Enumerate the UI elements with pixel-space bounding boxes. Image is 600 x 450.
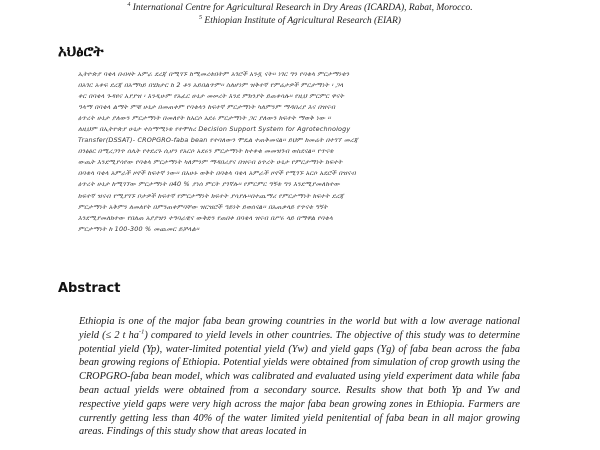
amharic-text-line: ዕጥረት ሁኔታ ከሚገኘው ምርታማነት በ40 % ያነሰ ምርት ያገኛሉ፡፡ የምርምር ግኝቱ ግን እንደሚያመለክተው (78, 180, 340, 189)
amharic-abstract-body (78, 69, 518, 235)
amharic-text-line: ቀር በባቄላ ጉዳዩና አያያዝ ፡ እንዲሁም የአፈር ሁኔታ መሠረት እንደ ምክንያት ይጠቀሳሉ፡፡ የዚህ ምርምር ዋናት (78, 92, 345, 101)
affiliation-text: Ethiopian Institute of Agricultural Research (EIAR) (204, 16, 401, 27)
amharic-text-line: ምርታማነት ከ 100-300 % መጨመር ይቻላል፡፡ (78, 224, 200, 233)
amharic-text-line: በአገር አቀፍ ደረጃ በአማካይ በሄክታር ከ 2 ቶን አይበልጥም፡፡ ስለሆነም ዝቅተኛ የምሬታዎች ምርታማነት ፡ ጋላ (78, 81, 344, 90)
amharic-text-line: ምርታማነት አቅምን ለመለየት በምንጠቀምባቸው ዝርዝሮች ዓይነት ይወሰናል፡፡ በአጠቃላይ የጥናቱ ግኝት (78, 202, 328, 211)
abstract-text-part: ) compared to yield levels in other countries. The objective of this study was to determine potential yield (Yp), water-limited potential yield (Yw) and yield gaps (Yg) of faba bean across the faba bean growing regions of Ethiopia. Potential yields were obtained from simulation of crop growth using the CROPGRO-faba bean model, which was calibrated and evaluated using yield experiment data while faba bean actual yields were obtained from a secondary source. Results show that both Yp and Yw and respective yield gaps were very high across the major faba bean growing zones in Ethiopia. Farmers are currently getting less than 40% of the water limited yield penitential of faba bean in all major growing areas. Findings of this study show that areas located in (79, 329, 520, 438)
amharic-text-line: በባቄላ ባቄላ አምራች ዞኖች ከፍተኛ ነው፡፡ በአሁኑ ወቅት በባቄላ ባቄላ አምራች ዞኖች የሚገኙ አርሶ አደሮች በዝናብ (78, 169, 356, 178)
amharic-text-line: ውጤት እንደሚያሳየው የባቄላ ምርታማነት ካለምንም ማዳበሪያና በዝናብ ዕጥረት ሁኔታ የምርታማነት ክፍተት (78, 158, 343, 167)
abstract-text-part: Ethiopia is one of the major faba bean growing countries in the world but with a low average national yield (≤ 2 t ha (79, 316, 520, 341)
affiliation-number: 4 (127, 2, 131, 8)
unit-superscript: -1 (138, 328, 145, 336)
affiliation-number: 5 (199, 15, 203, 21)
affiliation-text: International Centre for Agricultural Research in Dry Areas (ICARDA), Rabat, Morocco. (132, 3, 473, 14)
amharic-text-line: ለዚህም በኢትዮጵያ ሁኔታ ተስማሚነቱ የተሞከረ Decision Support System for Agrotechnology (78, 125, 351, 134)
abstract-heading: Abstract (58, 281, 121, 296)
amharic-text-line: Transfer(DSSAT)- CROPGRO-faba bean የተባለውን ሞዴል ተጠቅመናል፡፡ ይህም ከመሬት በተገኘ መረጃ (78, 136, 359, 145)
amharic-text-line: ከፍተኛ ዝናብ የሚያገኙ ቦታዎች ከፍተኛ የምርታማነት ክፍተት ያሳያሉ፡፡በተጨማሪ የምርታማነት ክፍተት ደረጃ (78, 191, 344, 200)
amharic-text-line: እንደሚያመለክተው የበለጠ አያያዝን ተግባራዊና ውቅድን የጠበቀ በባቄላ ዝናብ በሥሩ ላይ በማዋል የባቄላ (78, 213, 333, 222)
amharic-text-line: ኢትዮጵያ ባቄላ በብዛት አምራ ደረጃ በሚገኙ ከሚመረቱበትም አገሮች አንዷ ናት፡፡ ነገር ግን የባቄላ ምርታማነቱን (78, 70, 350, 78)
affiliation-line (0, 13, 600, 27)
amharic-text-line: ዓላማ በባቄላ ልማት ምቹ ሁኔታ በመጠቀም የባቄላን ከፍተኛ ምርታማነት ካለምንም ማዳበሪያ እና በዝናብ (78, 103, 336, 112)
abstract-body (79, 315, 520, 439)
amharic-text-line: በንፅፅር በሚረጋገጥ ሰሌት የተደረጉ ሲሆን የአርሶ አደሩን ምርታማነት ከተቀቁ መመዝገብ ወስደናል፡፡ የጥናቱ (78, 147, 334, 156)
amharic-text-line: ዕጥረት ሁኔታ ያለውን ምርታማነት በመለየት ከአርሶ አደሩ ምርታማነት ጋር ያለውን ክፍተት ማወቅ ነው ፡፡ (78, 114, 331, 123)
amharic-abstract-heading: አህፅሮት (58, 42, 104, 60)
